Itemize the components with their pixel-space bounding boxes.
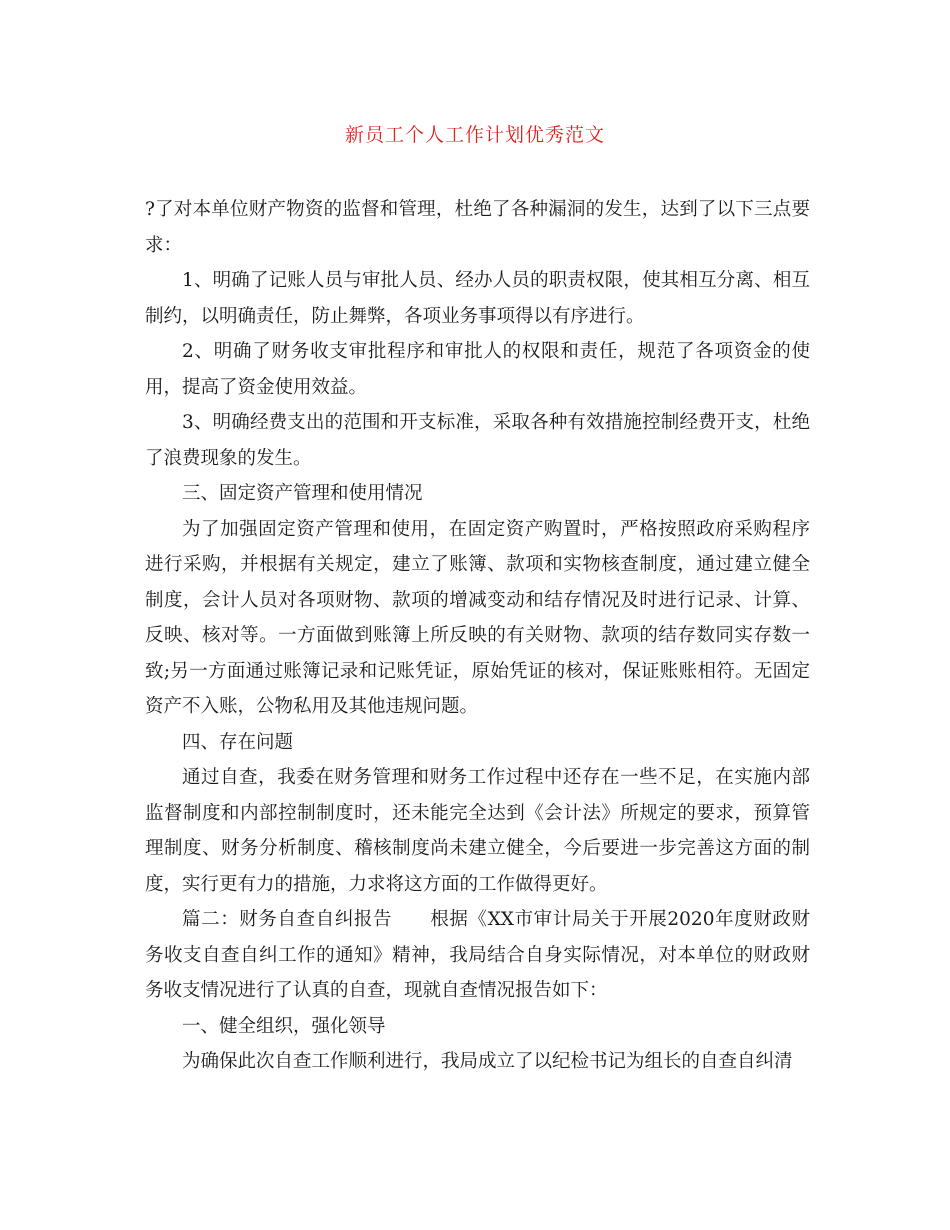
list-item: 2、明确了财务收支审批程序和审批人的权限和责任，规范了各项资金的使用，提高了资金使用效益。 <box>145 341 810 398</box>
paragraph: 为确保此次自查工作顺利进行，我局成立了以纪检书记为组长的自查自纠清 <box>182 1051 793 1072</box>
paragraph: 通过自查，我委在财务管理和财务工作过程中还存在一些不足，在实施内部监督制度和内部控制制度时，还未能完全达到《会计法》所规定的要求，预算管理制度、财务分析制度、稽核制度尚未建立健全，今后要进一步完善这方面的制度，实行更有力的措施，力求将这方面的工作做得更好。 <box>145 767 810 895</box>
list-item: 1、明确了记账人员与审批人员、经办人员的职责权限，使其相互分离、相互制约，以明确责任，防止舞弊，各项业务事项得以有序进行。 <box>145 270 810 327</box>
document-title: 新员工个人工作计划优秀范文 <box>344 124 605 146</box>
section-heading: 一、健全组织，强化领导 <box>182 1015 386 1037</box>
document-body <box>145 192 810 1080</box>
section-heading: 三、固定资产管理和使用情况 <box>182 483 423 504</box>
paragraph: ?了对本单位财产物资的监督和管理，杜绝了各种漏洞的发生，达到了以下三点要求： <box>145 199 810 256</box>
paragraph: 为了加强固定资产管理和使用，在固定资产购置时，严格按照政府采购程序进行采购，并根据有关规定，建立了账簿、款项和实物核查制度，通过建立健全制度，会计人员对各项财物、款项的增减变动和结存情况及时进行记录、计算、反映、核对等。一方面做到账簿上所反映的有关财物、款项的结存数同实存数一致;另一方面通过账簿记录和记账凭证，原始凭证的核对，保证账账相符。无固定资产不入账，公物私用及其他违规问题。 <box>145 518 810 717</box>
paragraph: 篇二：财务自查自纠报告 根据《XX市审计局关于开展2020年度财政财务收支自查自纠工作的通知》精神，我局结合自身实际情况，对本单位的财政财务收支情况进行了认真的自查，现就自查情况报告如下： <box>145 909 810 1001</box>
list-item: 3、明确经费支出的范围和开支标准，采取各种有效措施控制经费开支，杜绝了浪费现象的发生。 <box>145 412 810 469</box>
section-heading: 四、存在问题 <box>182 731 294 753</box>
